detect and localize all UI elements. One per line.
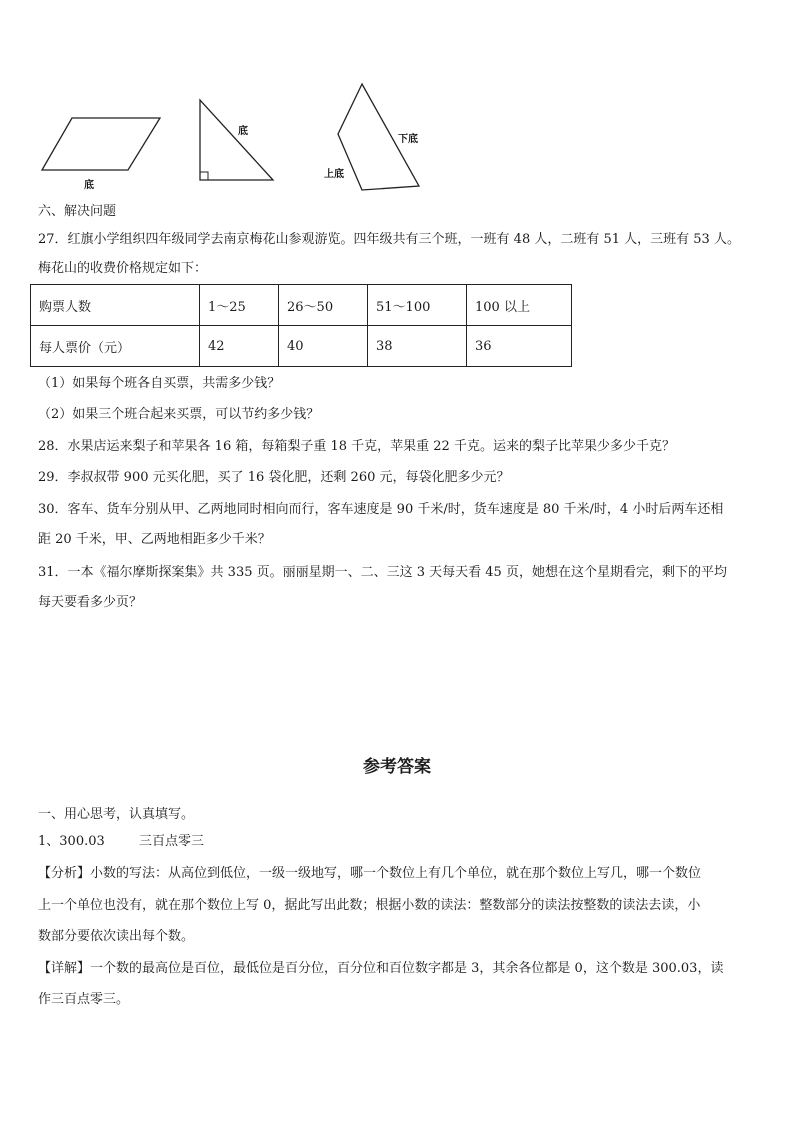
trapezoid-top-label: 上底 xyxy=(324,169,344,180)
analysis-tag: 【分析】 xyxy=(38,866,91,881)
table-row xyxy=(31,285,572,326)
answer-1-number: 1、300.03 xyxy=(38,834,105,849)
table-cell: 38 xyxy=(368,326,467,367)
table-cell: 51～100 xyxy=(368,285,467,326)
detail-line2: 作三百点零三。 xyxy=(38,992,130,1007)
q29: 29．李叔叔带 900 元买化肥，买了 16 袋化肥，还剩 260 元，每袋化肥多少元？ xyxy=(38,470,510,485)
trapezoid-bottom-label: 下底 xyxy=(398,134,418,145)
answer-1 xyxy=(38,832,204,852)
detail-text: 一个数的最高位是百位，最低位是百分位，百分位和百位数字都是 3，其余各位都是 0，这个数是 300.03，读 xyxy=(90,961,724,976)
right-angle-mark xyxy=(200,172,208,180)
section-heading: 六、解决问题 xyxy=(38,204,117,219)
analysis-line1 xyxy=(38,864,701,884)
table-cell: 40 xyxy=(279,326,368,367)
q27-sub2: （2）如果三个班合起来买票，可以节约多少钱？ xyxy=(38,407,320,422)
q31-line1: 31．一本《福尔摩斯探案集》共 335 页。丽丽星期一、二、三这 3 天每天看 45 页，她想在这个星期看完，剩下的平均 xyxy=(38,565,727,580)
q27-sub1: （1）如果每个班各自买票，共需多少钱？ xyxy=(38,376,281,391)
analysis-text: 小数的写法：从高位到低位，一级一级地写，哪一个数位上有几个单位，就在那个数位上写几，哪一个数位 xyxy=(90,866,702,881)
table-cell: 26～50 xyxy=(279,285,368,326)
detail-line1 xyxy=(38,959,723,979)
triangle-base-label: 底 xyxy=(238,126,248,137)
price-table xyxy=(30,284,572,367)
q27-line2: 梅花山的收费价格规定如下： xyxy=(38,261,208,276)
q31-line2: 每天要看多少页？ xyxy=(38,595,143,610)
table-cell: 每人票价（元） xyxy=(31,326,200,367)
table-cell: 购票人数 xyxy=(31,285,200,326)
geometry-figures xyxy=(0,0,794,200)
table-cell: 1～25 xyxy=(200,285,279,326)
table-cell: 100 以上 xyxy=(467,285,572,326)
answers-section1: 一、用心思考，认真填写。 xyxy=(38,807,195,822)
q28: 28．水果店运来梨子和苹果各 16 箱，每箱梨子重 18 千克，苹果重 22 千克。运来的梨子比苹果少多少千克？ xyxy=(38,439,675,454)
analysis-line2: 上一个单位也没有，就在那个数位上写 0，据此写出此数；根据小数的读法：整数部分的读法按整数的读法去读，小 xyxy=(38,898,701,913)
q30-line2: 距 20 千米，甲、乙两地相距多少千米？ xyxy=(38,532,271,547)
q27-line1: 27．红旗小学组织四年级同学去南京梅花山参观游览。四年级共有三个班，一班有 48 人，二班有 51 人，三班有 53 人。 xyxy=(38,232,740,247)
table-cell: 36 xyxy=(467,326,572,367)
right-triangle-shape xyxy=(200,100,273,180)
table-row xyxy=(31,326,572,367)
parallelogram-base-label: 底 xyxy=(84,180,94,191)
table-cell: 42 xyxy=(200,326,279,367)
analysis-line3: 数部分要依次读出每个数。 xyxy=(38,929,195,944)
answer-1-words: 三百点零三 xyxy=(139,834,205,849)
q30-line1: 30．客车、货车分别从甲、乙两地同时相向而行，客车速度是 90 千米/时，货车速度是 80 千米/时，4 小时后两车还相 xyxy=(38,502,724,517)
answers-title: 参考答案 xyxy=(363,757,431,777)
detail-tag: 【详解】 xyxy=(38,961,91,976)
parallelogram-shape xyxy=(42,118,160,170)
